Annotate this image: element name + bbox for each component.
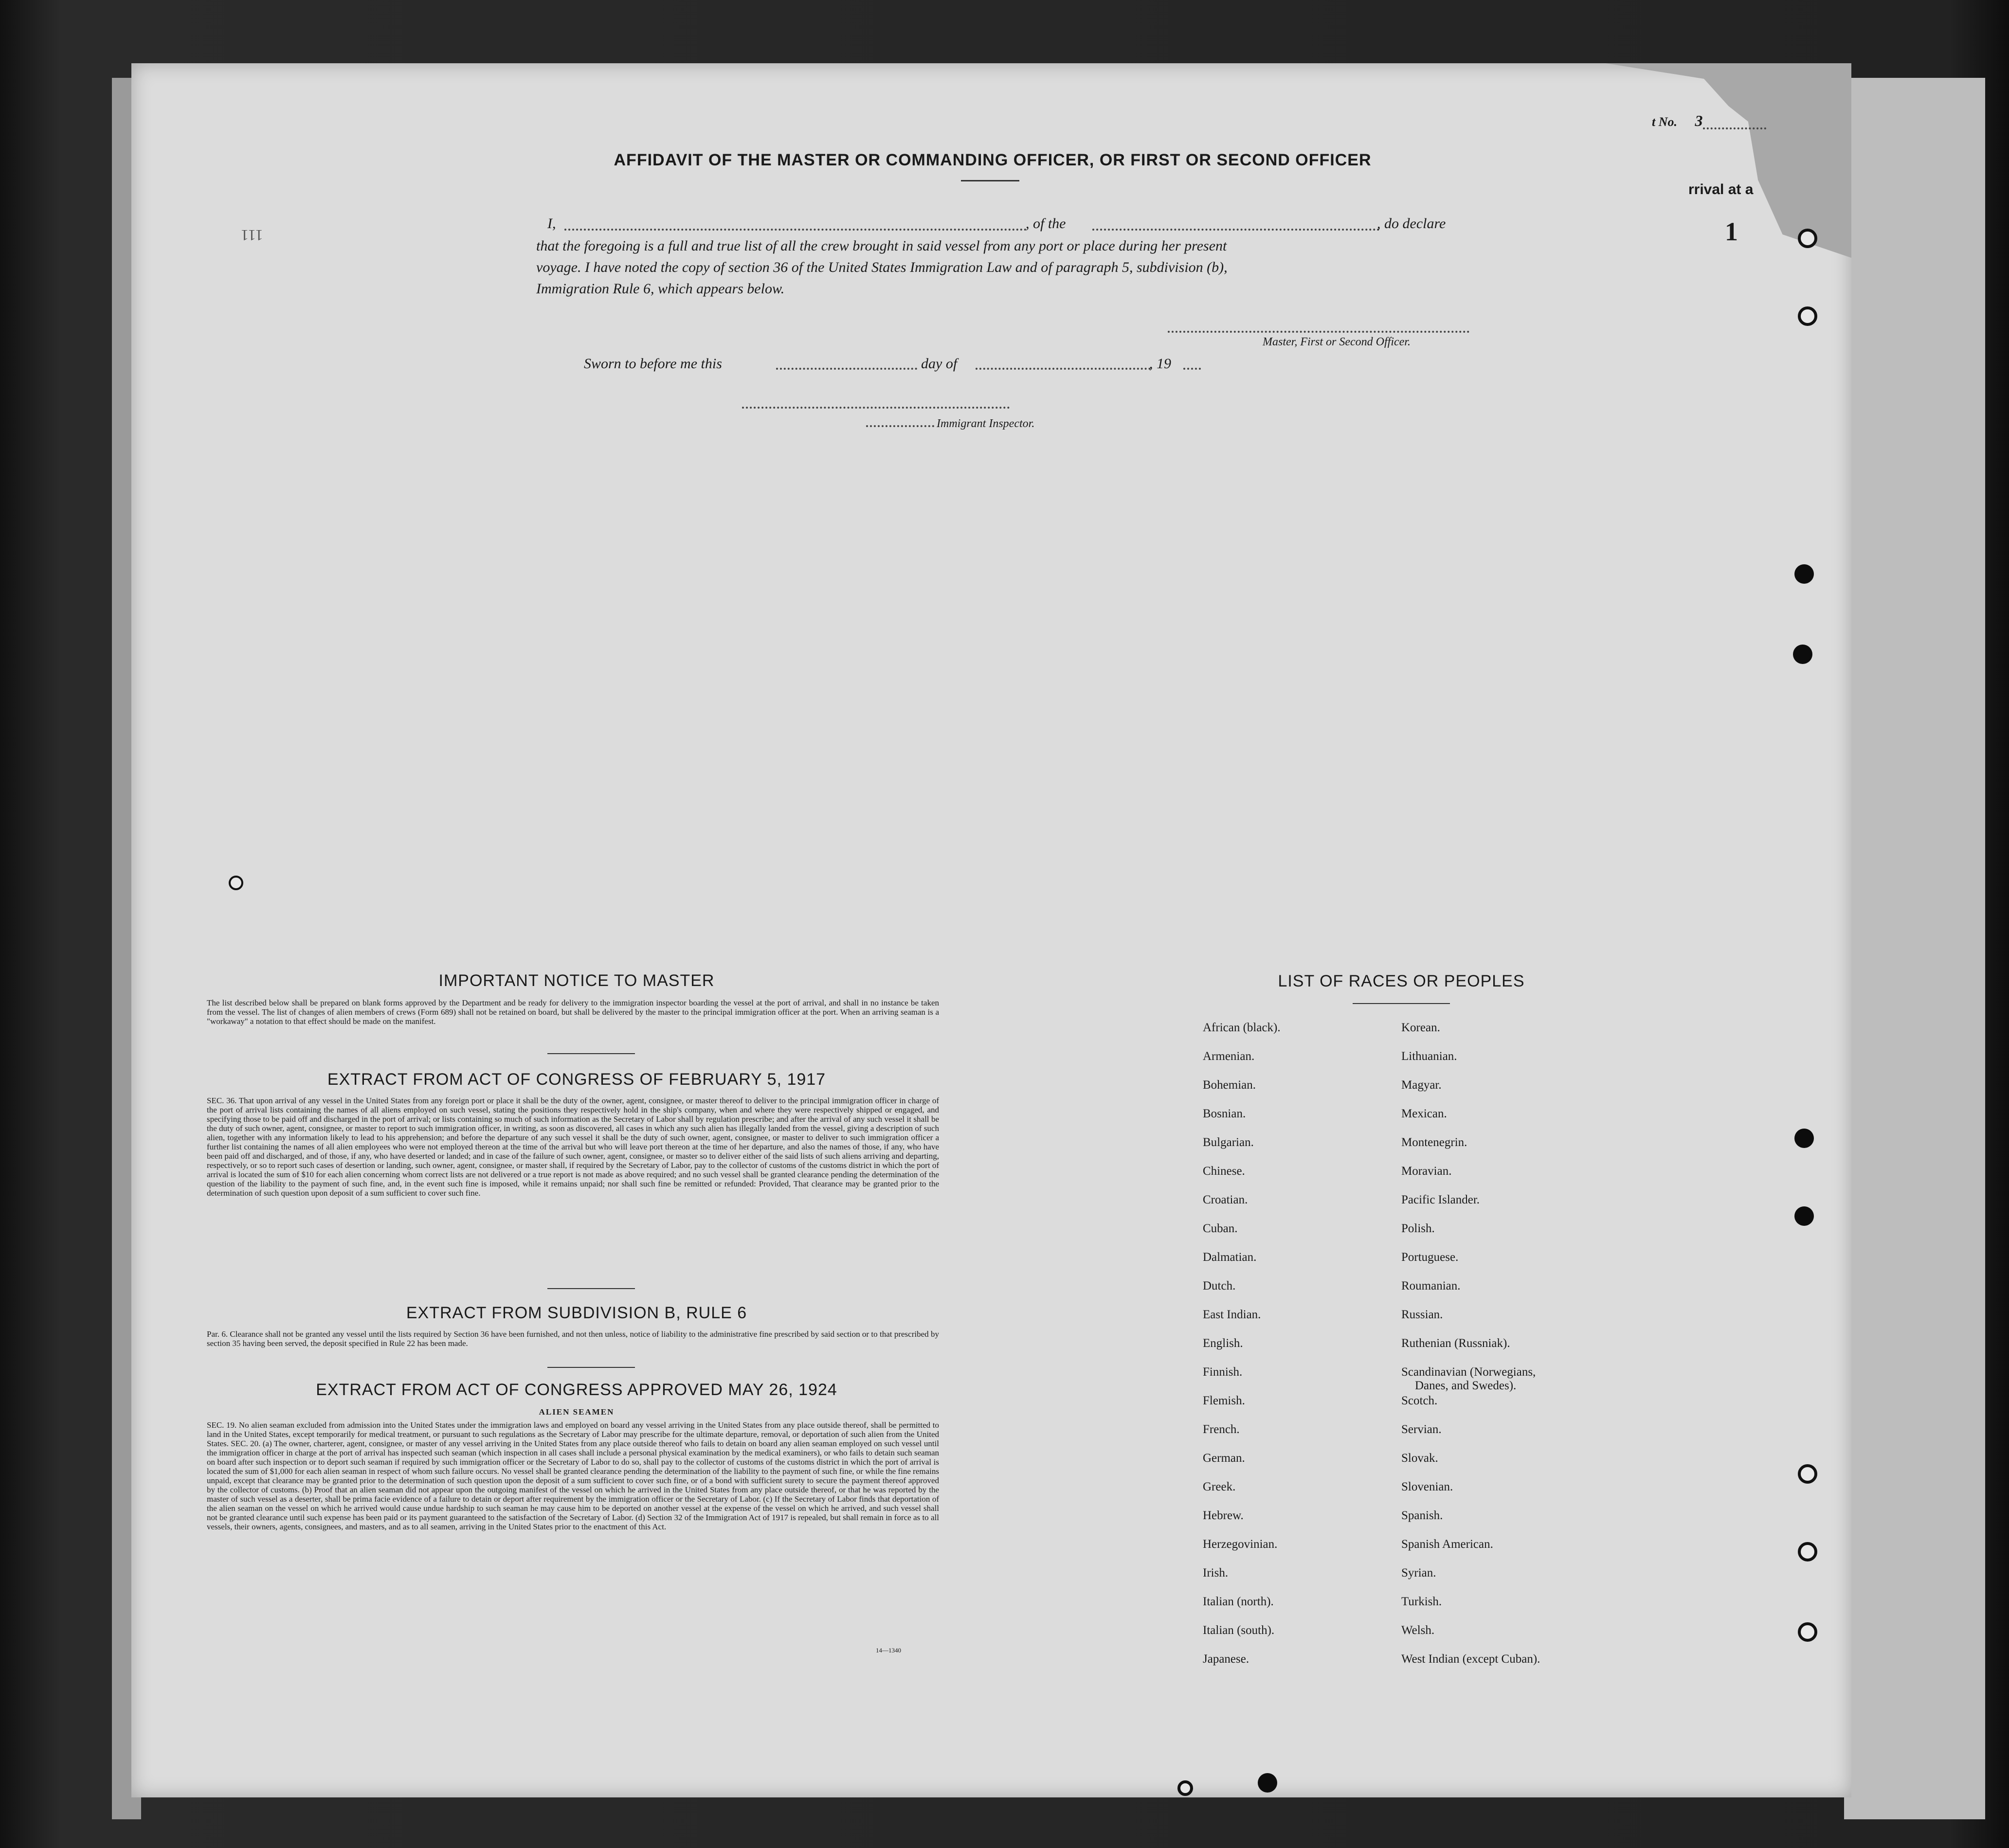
race-item: Korean. [1401, 1021, 1440, 1034]
extract-1917-title: EXTRACT FROM ACT OF CONGRESS OF FEBRUARY 5, 1917 [327, 1070, 826, 1089]
races-rule [1353, 1003, 1450, 1004]
name-blank [564, 229, 1027, 231]
race-item: West Indian (except Cuban). [1401, 1652, 1540, 1666]
race-item: Japanese. [1203, 1652, 1249, 1666]
race-item: Finnish. [1203, 1365, 1243, 1379]
race-item: Spanish American. [1401, 1538, 1493, 1551]
races-right-column [1401, 1021, 1540, 1681]
punch-hole [1258, 1773, 1277, 1793]
race-item: Scandinavian (Norwegians, [1401, 1365, 1536, 1379]
sworn-start: Sworn to before me this [584, 356, 722, 372]
punch-hole [1798, 1622, 1817, 1642]
sworn-day-of: day of [921, 356, 958, 372]
inspector-signature-line-2 [866, 425, 934, 427]
race-item: Hebrew. [1203, 1509, 1244, 1522]
punch-hole [1177, 1780, 1193, 1796]
sworn-day-blank [776, 368, 917, 370]
affidavit-line-2: that the foregoing is a full and true list of all the crew brought in said vessel from any port or place during her present [536, 238, 1227, 254]
affidavit-title: AFFIDAVIT OF THE MASTER OR COMMANDING OFFICER, OR FIRST OR SECOND OFFICER [614, 151, 1372, 169]
race-item: Mexican. [1401, 1107, 1447, 1120]
inspector-signature-line [742, 407, 1010, 409]
race-item: Syrian. [1401, 1566, 1436, 1579]
punch-hole [1794, 1129, 1814, 1148]
master-signature-line [1168, 331, 1469, 333]
race-item: Welsh. [1401, 1624, 1435, 1637]
subdivision-b-title: EXTRACT FROM SUBDIVISION B, RULE 6 [406, 1304, 747, 1322]
affidavit-line-3: voyage. I have noted the copy of section 36 of the United States Immigration Law and of paragraph 5, subdivision (b), [536, 259, 1228, 275]
affidavit-line-1: I, [547, 215, 556, 232]
race-item: Croatian. [1203, 1193, 1248, 1206]
master-label: Master, First or Second Officer. [1263, 336, 1411, 348]
race-item: English. [1203, 1337, 1243, 1350]
subdivision-b-text: Par. 6. Clearance shall not be granted any vessel until the lists required by Section 36 have been furnished, and not then unless, notice of liability to the administrative fine prescribed by said section or to that prescribed by section 35 having been served, the deposit specified in Rule 22 has been made. [207, 1329, 939, 1348]
handwritten-mark: 1 [1725, 217, 1738, 246]
race-item: Chinese. [1203, 1165, 1245, 1178]
race-item: Bosnian. [1203, 1107, 1246, 1120]
extract-1917-text: SEC. 36. That upon arrival of any vessel in the United States from any foreign port or place it shall be the duty of the owner, agent, consignee, or master thereof to deliver to the principal immigration officer in charge of the port of arrival lists containing the names of all aliens employed on such vessel, stating the positions they respectively hold in the ship's company, when and where they were respectively shipped or engaged, and specifying those to be paid off and discharged in the port of arrival; or lists containing so much of such information as the Secretary of Labor shall by regulation prescribe; and after the arrival of any such vessel it shall be the duty of such owner, agent, consignee, or master to report to such immigration officer, in writing, as soon as discovered, all cases in which any such alien has illegally landed from the vessel, giving a description of such alien, together with any information likely to lead to his apprehension; and before the departure of any such vessel it shall be the duty of such owner, agent, consignee, or master to deliver to such immigration officer a further list containing the names of all alien employees who were not employed thereon at the time of the arrival but who will leave port thereon at the time of her departure, and also the names of those, if any, who have been paid off and discharged, and of those, if any, who have deserted or landed; and in case of the failure of such owner, agent, consignee, or master so to deliver either of the said lists of such aliens arriving and departing, respectively, or so to report such cases of desertion or landing, such owner, agent, consignee, or master shall, if required by the Secretary of Labor, pay to the collector of customs of the customs district in which the port of arrival is located the sum of $10 for each alien concerning whom correct lists are not delivered or a true report is not made as above required; and no such vessel shall be granted clearance pending the determination of the question of the liability to the payment of such fine, and, in the event such fine is imposed, while it remains unpaid; nor shall such fine be remitted or refunded: Provided, That clearance may be granted prior to the determination of such question upon deposit of a sum sufficient to cover such fine. [207, 1096, 939, 1198]
form-number: 14—1340 [876, 1647, 901, 1654]
section-rule [547, 1053, 635, 1054]
race-item: Slovak. [1401, 1452, 1438, 1465]
list-number-label: t No. 3 [1652, 112, 1703, 129]
race-item: Montenegrin. [1401, 1136, 1467, 1149]
race-item: Irish. [1203, 1566, 1229, 1579]
race-item: Flemish. [1203, 1394, 1245, 1407]
race-item: French. [1203, 1423, 1240, 1436]
punch-hole [229, 876, 243, 890]
list-number-line [1703, 127, 1766, 129]
race-item: Polish. [1401, 1222, 1435, 1235]
punch-hole [1793, 645, 1812, 664]
race-item: Pacific Islander. [1401, 1193, 1480, 1206]
punch-hole [1798, 1464, 1817, 1484]
sworn-month-blank [976, 368, 1151, 370]
race-item: German. [1203, 1452, 1245, 1465]
punch-hole [1798, 1542, 1817, 1561]
races-title: LIST OF RACES OR PEOPLES [1278, 972, 1525, 990]
extract-1924-title: EXTRACT FROM ACT OF CONGRESS APPROVED MAY 26, 1924 [316, 1381, 837, 1399]
sworn-year-blank [1183, 368, 1201, 370]
extract-1924-text: SEC. 19. No alien seaman excluded from admission into the United States under the immigration laws and employed on board any vessel arriving in the United States from any place outside thereof, shall be permitted to land in the United States, except temporarily for medical treatment, or pursuant to such regulations as the Secretary of Labor may prescribe for the ultimate departure, removal, or deportation of such alien from the United States. SEC. 20. (a) The owner, charterer, agent, consignee, or master of any vessel arriving in the United States from any place outside thereof who fails to detain on board any alien seaman employed on such vessel until the immigration officer in charge at the port of arrival has inspected such seaman (which inspection in all cases shall include a personal physical examination by the medical examiners), or who fails to detain such seaman on board after such inspection or to deport such seaman if required by such immigration officer or the Secretary of Labor to do so, shall pay to the collector of customs of the customs district in which the port of arrival is located the sum of $1,000 for each alien seaman in respect of whom such failure occurs. No vessel shall be granted clearance pending the determination of the liability to the payment of such fine, or while the fine remains unpaid, except that clearance may be granted prior to the determination of such question upon the deposit of a sum sufficient to cover such fine, or of a bond with sufficient surety to secure the payment thereof approved by the collector of customs. (b) Proof that an alien seaman did not appear upon the outgoing manifest of the vessel on which he arrived in the United States from any place outside thereof, or that he was reported by the master of such vessel as a deserter, shall be prima facie evidence of a failure to detain or deport after requirement by the immigration officer or the Secretary of Labor. (c) If the Secretary of Labor finds that deportation of the alien seaman on the vessel on which he arrived would cause undue hardship to such seaman he may cause him to be deported on another vessel at the expense of the vessel on which he arrived, and such vessel shall not be granted clearance until such expense has been paid or its payment guaranteed to the satisfaction of the Secretary of Labor. (d) Section 32 of the Immigration Act of 1917 is repealed, but shall remain in force as to all vessels, their owners, agents, consignees, and masters, and as to all seamen, arriving in the United States prior to the enactment of this Act. [207, 1420, 939, 1531]
race-item: Armenian. [1203, 1050, 1255, 1063]
race-item: Greek. [1203, 1480, 1236, 1493]
notice-title: IMPORTANT NOTICE TO MASTER [438, 971, 715, 990]
race-item: Servian. [1401, 1423, 1442, 1436]
race-item: Lithuanian. [1401, 1050, 1457, 1063]
race-item: Herzegovinian. [1203, 1538, 1278, 1551]
race-item: Russian. [1401, 1308, 1443, 1321]
race-item: Cuban. [1203, 1222, 1238, 1235]
margin-note: 111 [241, 227, 263, 244]
race-item: Scotch. [1401, 1394, 1438, 1407]
race-item: Portuguese. [1401, 1251, 1459, 1264]
race-item: Dalmatian. [1203, 1251, 1257, 1264]
race-item: Italian (north). [1203, 1595, 1274, 1608]
race-item: Spanish. [1401, 1509, 1443, 1522]
affidavit-line-4: Immigration Rule 6, which appears below. [536, 281, 785, 297]
race-item: African (black). [1203, 1021, 1281, 1034]
punch-hole [1794, 1206, 1814, 1226]
races-left-column [1203, 1021, 1281, 1681]
extract-1924-subtitle: ALIEN SEAMEN [539, 1407, 615, 1417]
inspector-label: Immigrant Inspector. [937, 417, 1035, 430]
affidavit-of-the: , of the [1026, 215, 1066, 232]
race-item: Danes, and Swedes). [1415, 1379, 1517, 1392]
race-item: Dutch. [1203, 1279, 1236, 1292]
race-item: Moravian. [1401, 1165, 1452, 1178]
section-rule [547, 1367, 635, 1368]
race-item: Bohemian. [1203, 1078, 1256, 1092]
race-item: East Indian. [1203, 1308, 1261, 1321]
punch-hole [1794, 564, 1814, 584]
affidavit-do-declare: , do declare [1377, 215, 1446, 232]
notice-text: The list described below shall be prepared on blank forms approved by the Department and be ready for delivery to the immigration inspector boarding the vessel at the port of arrival, and shall in no instance be taken from the vessel. The list of changes of alien members of crews (Form 689) shall not be retained on board, but shall be delivered by the master to the principal immigration officer at the port. When an arriving seaman is a "workaway" a notation to that effect should be made on the manifest. [207, 998, 939, 1026]
title-rule [961, 180, 1019, 181]
punch-hole [1798, 229, 1817, 248]
race-item: Roumanian. [1401, 1279, 1461, 1292]
document-page [131, 63, 1851, 1797]
race-item: Italian (south). [1203, 1624, 1275, 1637]
race-item: Bulgarian. [1203, 1136, 1254, 1149]
vessel-blank [1092, 229, 1379, 231]
race-item: Ruthenian (Russniak). [1401, 1337, 1510, 1350]
arrival-fragment: rrival at a [1688, 181, 1754, 197]
sworn-year: , 19 [1149, 356, 1171, 372]
section-rule [547, 1288, 635, 1289]
race-item: Magyar. [1401, 1078, 1442, 1092]
underlying-page-edge [1844, 78, 1985, 1819]
race-item: Slovenian. [1401, 1480, 1453, 1493]
punch-hole [1798, 306, 1817, 326]
race-item: Turkish. [1401, 1595, 1442, 1608]
